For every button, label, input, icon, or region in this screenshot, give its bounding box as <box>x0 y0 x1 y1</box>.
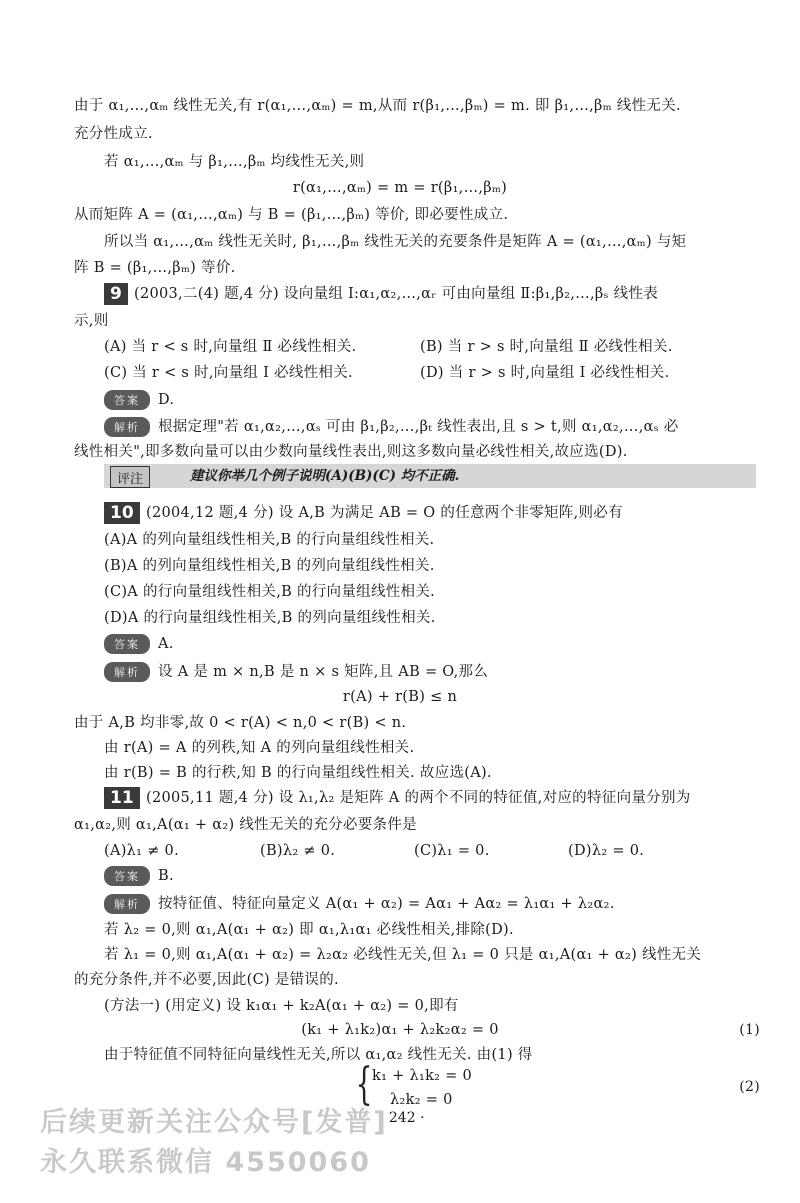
q11-line-4: 的充分条件,并不必要,因此(C) 是错误的. <box>74 972 339 988</box>
q9-analysis-line-1: 根据定理"若 α₁,α₂,…,αₛ 可由 β₁,β₂,…,βₜ 线性表出,且 s > t,则 α₁,α₂,…,αₛ 必 <box>158 419 679 435</box>
q10-line-2: 由于 A,B 均非零,故 0 < r(A) < n,0 < r(B) < n. <box>74 715 407 731</box>
q9-note-bar <box>104 464 756 488</box>
q9-note-text: 建议你举几个例子说明(A)(B)(C) 均不正确. <box>190 468 460 484</box>
q11-option-d: (D)λ₂ = 0. <box>568 843 645 859</box>
proof-line-1: 由于 α₁,…,αₘ 线性无关,有 r(α₁,…,αₘ) = m,从而 r(β₁,…,βₘ) = m. 即 β₁,…,βₘ 线性无关. <box>74 98 681 114</box>
q10-option-b: (B)A 的列向量组线性相关,B 的列向量组线性相关. <box>104 558 435 574</box>
q9-analysis-line-2: 线性相关",即多数向量可以由少数向量线性表出,则这多数向量必线性相关,故应选(D). <box>74 444 628 460</box>
q10-line-3: 由 r(A) = A 的列秩,知 A 的列向量组线性相关. <box>104 740 415 756</box>
q11-line-2: 若 λ₂ = 0,则 α₁,A(α₁ + α₂) 即 α₁,λ₁α₁ 必线性相关,排除(D). <box>104 922 514 938</box>
proof-line-6: 阵 B = (β₁,…,βₘ) 等价. <box>74 260 236 276</box>
q11-method-1: (方法一) (用定义) 设 k₁α₁ + k₂A(α₁ + α₂) = 0,即有 <box>104 998 459 1014</box>
q9-option-b: (B) 当 r > s 时,向量组 Ⅱ 必线性相关. <box>420 339 673 355</box>
q10-option-d: (D)A 的行向量组线性相关,B 的列向量组线性相关. <box>104 610 436 626</box>
q11-line-3: 若 λ₁ = 0,则 α₁,A(α₁ + α₂) = λ₂α₂ 必线性无关,但 λ₁ = 0 只是 α₁,A(α₁ + α₂) 线性无关 <box>104 947 702 963</box>
proof-line-5: 所以当 α₁,…,αₘ 线性无关时, β₁,…,βₘ 线性无关的充要条件是矩阵 A = (α₁,…,αₘ) 与矩 <box>104 234 687 250</box>
q9-answer-badge: 答案 <box>104 390 150 410</box>
q11-analysis-line-1: 按特征值、特征向量定义 A(α₁ + α₂) = Aα₁ + Aα₂ = λ₁α₁ + λ₂α₂. <box>158 896 615 912</box>
q10-answer-badge: 答案 <box>104 634 150 654</box>
q11-option-b: (B)λ₂ ≠ 0. <box>260 843 336 859</box>
q10-stem: (2004,12 题,4 分) 设 A,B 为满足 AB = O 的任意两个非零矩阵,则必有 <box>146 505 623 521</box>
q11-equation-1: (k₁ + λ₁k₂)α₁ + λ₂k₂α₂ = 0 <box>301 1022 499 1038</box>
q10-analysis-badge: 解析 <box>104 662 150 682</box>
proof-line-4: 从而矩阵 A = (α₁,…,αₘ) 与 B = (β₁,…,βₘ) 等价, 即必要性成立. <box>74 207 509 223</box>
watermark-line-2: 永久联系微信 4550060 <box>40 1147 371 1178</box>
watermark-line-1: 后续更新关注公众号[发普] <box>40 1107 388 1138</box>
page-number: · 242 · <box>380 1110 425 1126</box>
q10-option-a: (A)A 的列向量组线性相关,B 的行向量组线性相关. <box>104 532 435 548</box>
proof-equation: r(α₁,…,αₘ) = m = r(β₁,…,βₘ) <box>292 180 508 196</box>
q11-line-5: 由于特征值不同特征向量线性无关,所以 α₁,α₂ 线性无关. 由(1) 得 <box>104 1047 533 1063</box>
q11-option-a: (A)λ₁ ≠ 0. <box>104 843 179 859</box>
q9-option-a: (A) 当 r < s 时,向量组 Ⅱ 必线性相关. <box>104 339 357 355</box>
question-number-10: 10 <box>104 502 140 524</box>
equation-system-brace: { <box>355 1059 373 1110</box>
question-number-9: 9 <box>104 283 128 305</box>
q11-equation-1-number: (1) <box>739 1022 760 1038</box>
q10-line-4: 由 r(B) = B 的行秩,知 B 的行向量组线性相关. 故应选(A). <box>104 765 492 781</box>
q10-equation: r(A) + r(B) ≤ n <box>342 689 458 705</box>
q11-stem-line-1: (2005,11 题,4 分) 设 λ₁,λ₂ 是矩阵 A 的两个不同的特征值,对应的特征向量分别为 <box>146 790 691 806</box>
q9-option-c: (C) 当 r < s 时,向量组 Ⅰ 必线性相关. <box>104 365 353 381</box>
q9-note-tag: 评注 <box>110 466 150 488</box>
question-number-11: 11 <box>104 787 140 809</box>
q11-stem-line-2: α₁,α₂,则 α₁,A(α₁ + α₂) 线性无关的充分必要条件是 <box>74 817 417 833</box>
q11-answer: B. <box>158 868 174 884</box>
q9-answer: D. <box>158 392 175 408</box>
q11-option-c: (C)λ₁ = 0. <box>414 843 490 859</box>
q10-option-c: (C)A 的行向量组线性相关,B 的行向量组线性相关. <box>104 584 436 600</box>
q9-option-d: (D) 当 r > s 时,向量组 Ⅰ 必线性相关. <box>420 365 670 381</box>
q11-system-eq-1: k₁ + λ₁k₂ = 0 <box>372 1068 473 1084</box>
q9-analysis-badge: 解析 <box>104 417 150 437</box>
q9-stem-line-1: (2003,二(4) 题,4 分) 设向量组 Ⅰ:α₁,α₂,…,αᵣ 可由向量组 Ⅱ:β₁,β₂,…,βₛ 线性表 <box>134 286 659 302</box>
q11-answer-badge: 答案 <box>104 866 150 886</box>
q11-equation-2-number: (2) <box>739 1079 760 1095</box>
q9-stem-line-2: 示,则 <box>74 313 109 329</box>
q10-answer: A. <box>158 636 174 652</box>
proof-line-3: 若 α₁,…,αₘ 与 β₁,…,βₘ 均线性无关,则 <box>104 154 365 170</box>
q10-analysis-line-1: 设 A 是 m × n,B 是 n × s 矩阵,且 AB = O,那么 <box>158 664 489 680</box>
proof-line-2: 充分性成立. <box>74 126 153 142</box>
q11-system-eq-2: λ₂k₂ = 0 <box>390 1092 453 1108</box>
q11-analysis-badge: 解析 <box>104 894 150 914</box>
